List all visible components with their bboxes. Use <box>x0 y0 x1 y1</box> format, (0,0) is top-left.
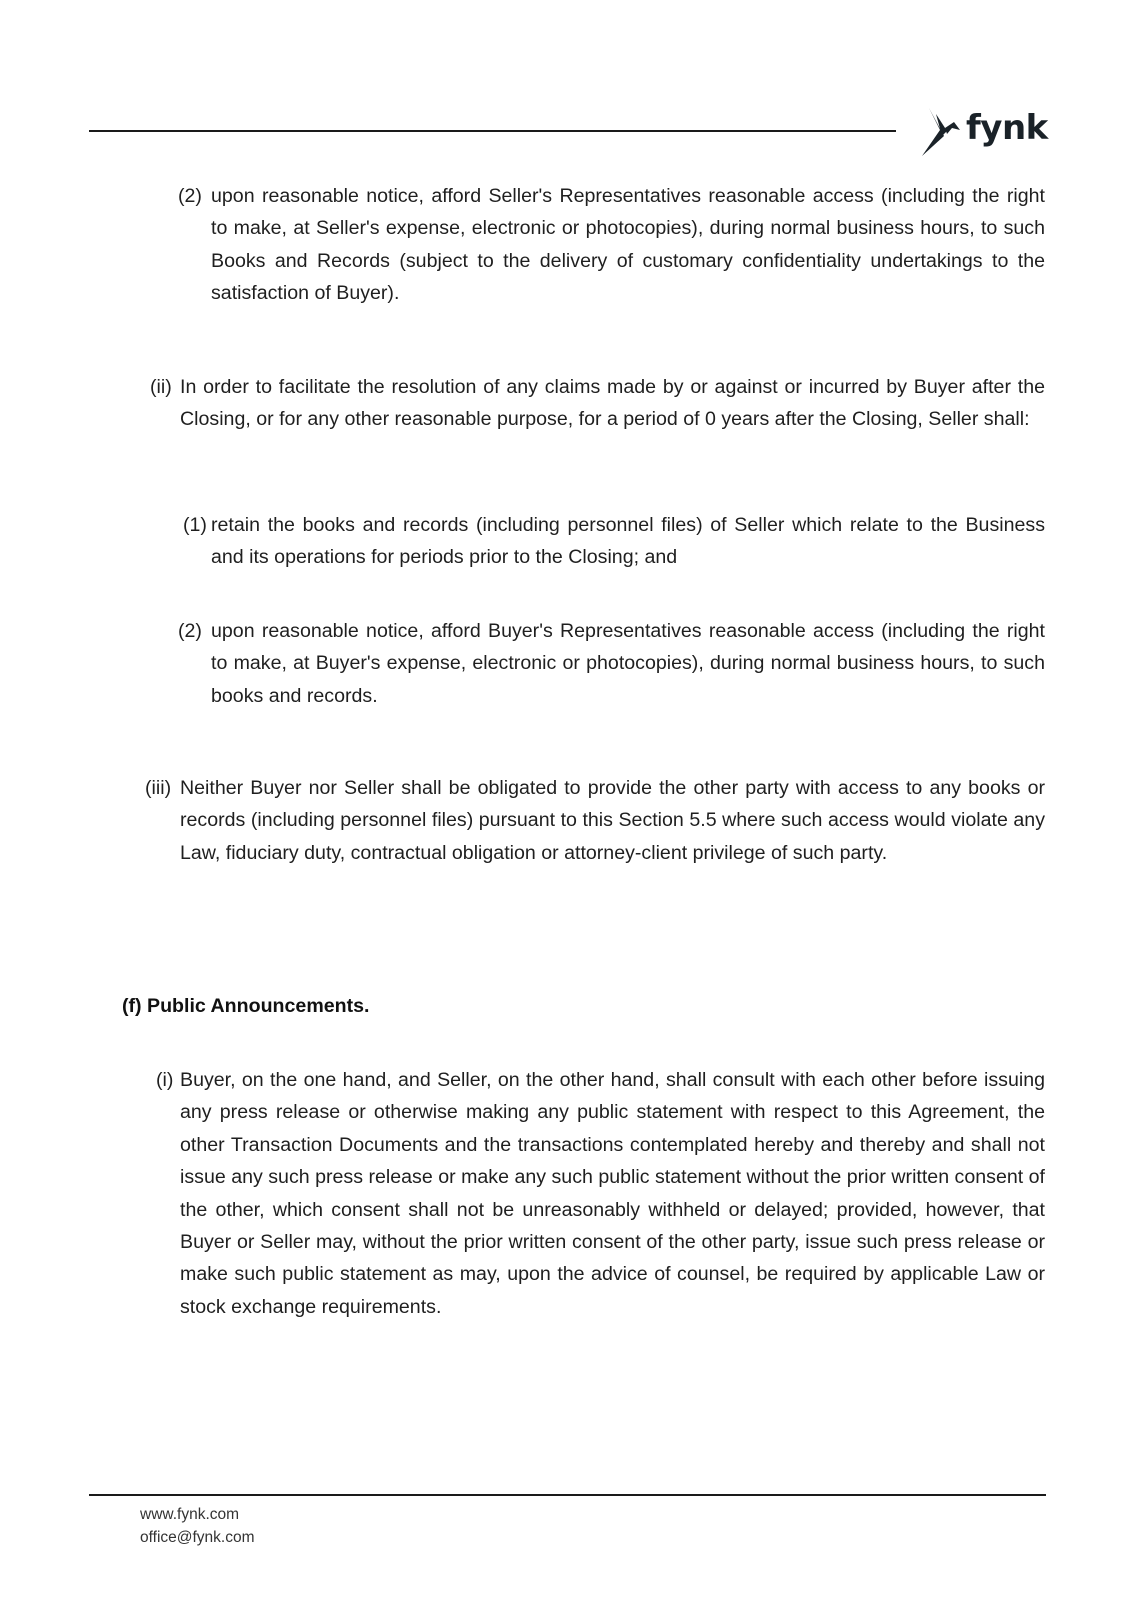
fynk-logo <box>920 106 1050 158</box>
clause-text: retain the books and records (including personnel files) of Seller which relate to the Business and its operations for periods prior to the Closing; and <box>211 514 1045 569</box>
logo-wordmark: fynk <box>966 108 1048 148</box>
bird-logo-icon <box>920 106 964 158</box>
clause-number: (iii) <box>145 777 172 799</box>
clause-text: Buyer, on the one hand, and Seller, on the other hand, shall consult with each other before issuing any press release or otherwise making any public statement with respect to this Agreement, the other Transaction Documents and the transactions contemplated hereby and thereby and shall not issue any such press release or make any such public statement without the prior written consent of the other, which consent shall not be unreasonably withheld or delayed; provided, however, that Buyer or Seller may, without the prior written consent of the other party, issue such press release or make such public statement as may, upon the advice of counsel, be required by applicable Law or stock exchange requirements. <box>180 1069 1045 1318</box>
section-heading: (f) Public Announcements. <box>122 995 370 1017</box>
clause-text: In order to facilitate the resolution of any claims made by or against or incurred by Buyer after the Closing, or for any other reasonable purpose, for a period of 0 years after the Closing, Seller shall: <box>180 376 1045 431</box>
footer-divider <box>89 1494 1046 1496</box>
clause-number: (ii) <box>150 376 172 398</box>
clause-text: upon reasonable notice, afford Seller's Representatives reasonable access (including the right to make, at Seller's expense, electronic or photocopies), during normal business hours, to such Books and Records (subject to the delivery of customary confidentiality undertakings to the satisfaction of Buyer). <box>211 185 1045 305</box>
clause-number: (2) <box>178 185 202 207</box>
clause-number: (2) <box>178 620 202 642</box>
footer-email-link[interactable]: office@fynk.com <box>140 1529 255 1546</box>
footer-website-link[interactable]: www.fynk.com <box>140 1506 240 1523</box>
clause-text: Neither Buyer nor Seller shall be obligated to provide the other party with access to any books or records (including personnel files) pursuant to this Section 5.5 where such access would violate any Law, fiduciary duty, contractual obligation or attorney-client privilege of such party. <box>180 777 1045 864</box>
clause-number: (1) <box>183 514 207 536</box>
clause-number: (i) <box>156 1069 174 1091</box>
header-divider <box>89 130 896 132</box>
clause-text: upon reasonable notice, afford Buyer's Representatives reasonable access (including the right to make, at Buyer's expense, electronic or photocopies), during normal business hours, to such books and records. <box>211 620 1045 707</box>
